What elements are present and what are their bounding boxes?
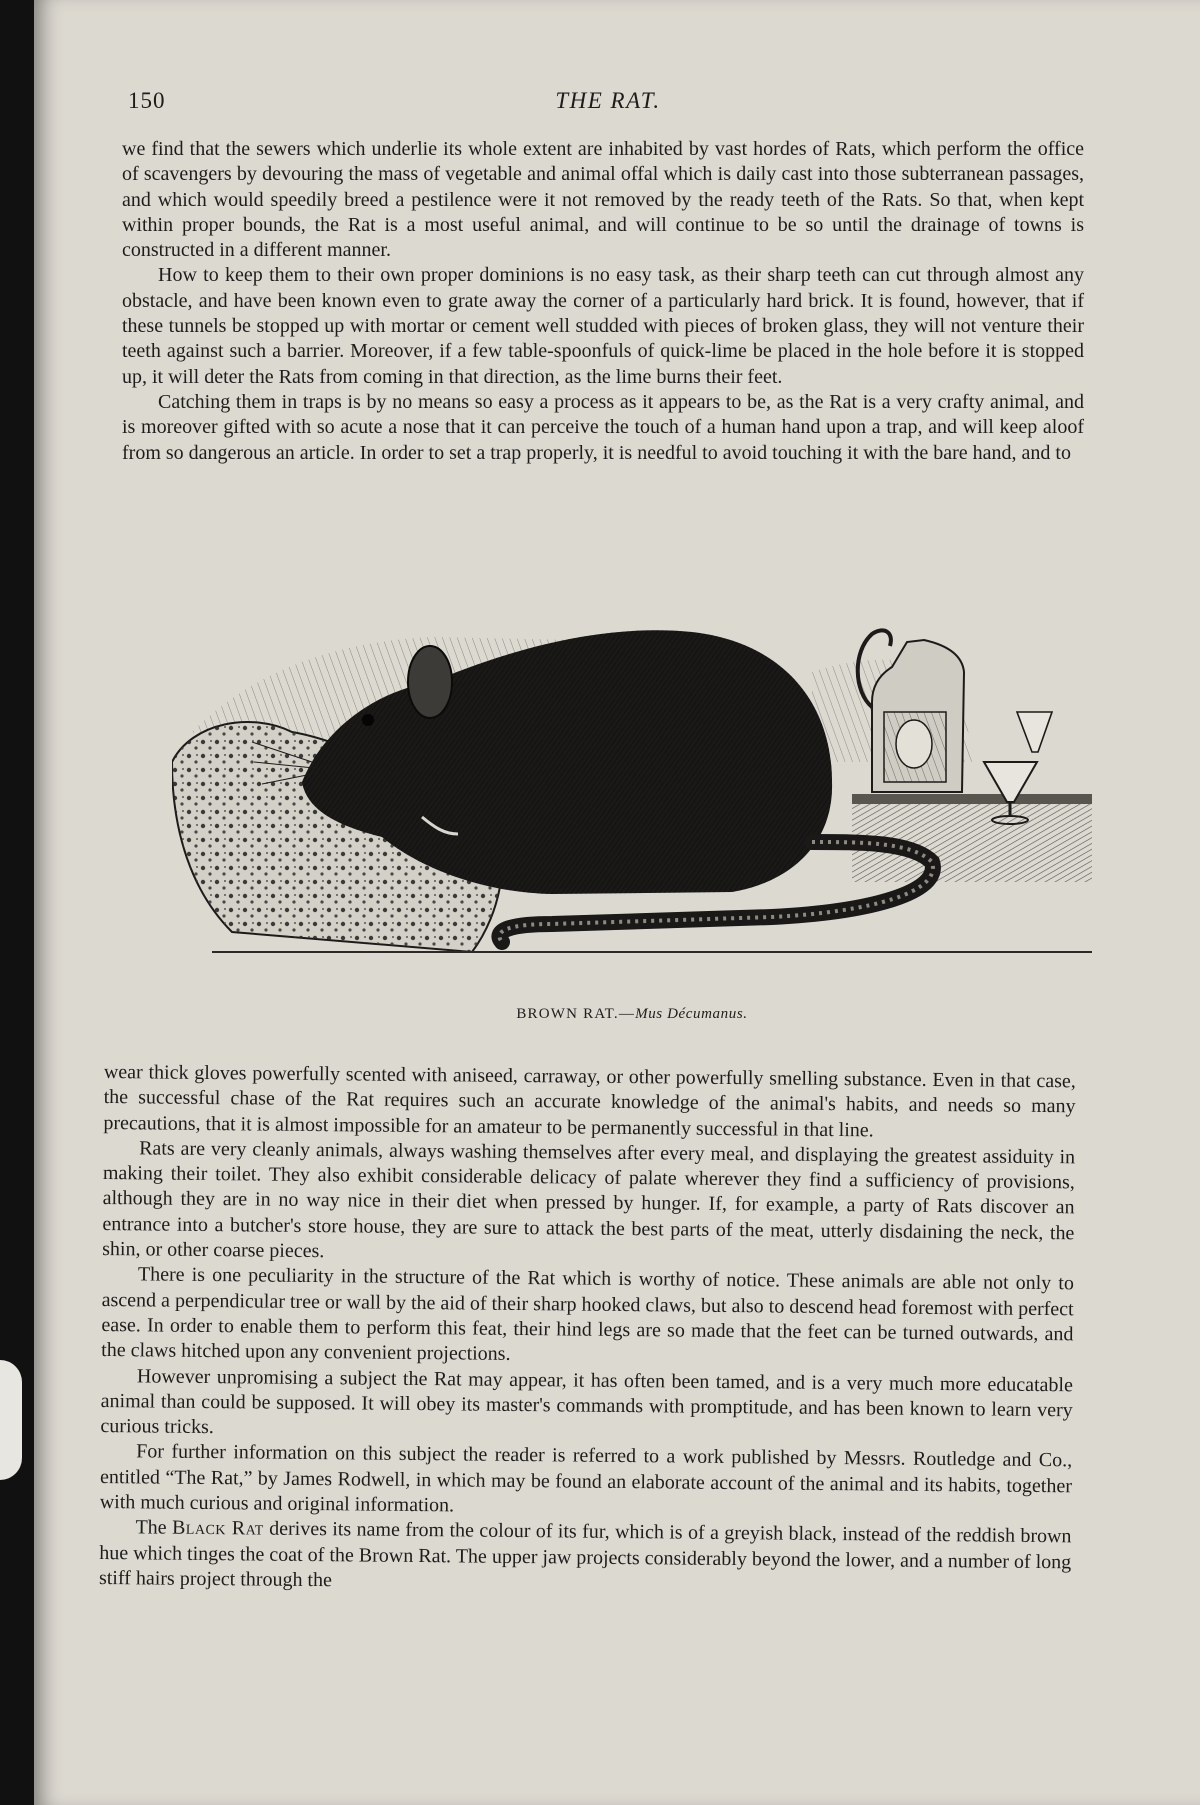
brown-rat-engraving — [172, 612, 1102, 992]
engraving-illustration — [172, 612, 1102, 992]
ornate-jug — [858, 630, 964, 792]
figure-caption — [172, 1006, 1092, 1023]
page-header — [128, 88, 1088, 122]
running-head: THE RAT. — [555, 88, 661, 113]
text-column-bottom — [99, 1060, 1076, 1601]
black-rat-term: Black Rat — [171, 1517, 264, 1540]
caption-main: BROWN RAT.— — [516, 1006, 636, 1022]
rat-ear — [408, 646, 452, 718]
text-column-top — [122, 137, 1084, 466]
paragraph: How to keep them to their own proper dominions is no easy task, as their sharp teeth can cut through almost any obstacle, and have been known even to grate away the corner of a particularly hard brick. It is found, however, that if these tunnels be stopped up with mortar or cement well studded with pieces of broken glass, they will not venture their teeth against such a barrier. Moreover, if a few table-spoonfuls of quick-lime be placed in the hole before it is stopped up, it will deter the Rats from coming in that direction, as the lime burns their feet. — [122, 264, 1084, 388]
paragraph: There is one peculiarity in the structure of the Rat which is worthy of notice. These animals are able not only to ascend a perpendicular tree or wall by the aid of their sharp hooked claws, but also to descend head foremost with perfect ease. In order to enable them to perform this feat, their hind legs are so made that the feet can be turned outwards, and the claws hitched upon any convenient projections. — [101, 1263, 1075, 1366]
rat-eye — [362, 714, 374, 726]
page-number: 150 — [128, 88, 166, 113]
paragraph: However unpromising a subject the Rat may appear, it has often been tamed, and is a very much more educatable animal than could be supposed. It will obey its master's commands with promptitude, and has been known to learn very curious tricks. — [100, 1364, 1074, 1439]
paragraph: we find that the sewers which underlie its whole extent are inhabited by vast hordes of Rats, which perform the office of scavengers by devouring the mass of vegetable and animal offal which is daily cast into those subterranean passages, and which would speedily breed a pestilence were it not removed by the ready teeth of the Rats. So that, when kept within proper bounds, the Rat is a most useful animal, and will continue to be so until the drainage of towns is constructed in a different manner. — [122, 138, 1084, 262]
paragraph-lead: The — [135, 1516, 173, 1540]
paragraph-black-rat — [99, 1515, 1072, 1600]
caption-latin-name: Mus Décumanus. — [635, 1006, 748, 1022]
paragraph: For further information on this subject the reader is referred to a work published by Messrs. Routledge and Co., entitled “The Rat,” by James Rodwell, in which may be found an elaborate account of the animal and its habits, together with much curious and original information. — [99, 1440, 1073, 1517]
binding-shadow — [0, 1360, 22, 1480]
paragraph: Rats are very cleanly animals, always washing themselves after every meal, and displaying the greatest assiduity in making their toilet. They also exhibit considerable delicacy of palate wherever they find a sufficiency of provisions, although they are in no way nice in their diet when pressed by hunger. If, for example, a party of Rats discover an entrance into a butcher's store house, they are sure to attack the best parts of the meat, utterly disdaining the neck, the shin, or other coarse pieces. — [102, 1137, 1076, 1263]
paragraph: wear thick gloves powerfully scented with aniseed, carraway, or other powerfully smelling substance. Even in that case, the successful chase of the Rat requires such an accurate knowledge of the animal's habits, and needs so many precautions, that it is almost impossible for an amateur to be permanently successful in that line. — [103, 1061, 1076, 1141]
paragraph: Catching them in traps is by no means so easy a process as it appears to be, as the Rat is a very crafty animal, and is moreover gifted with so acute a nose that it can perceive the touch of a human hand upon a trap, and will keep aloof from so dangerous an article. In order to set a trap properly, it is needful to avoid touching it with the bare hand, and to — [122, 390, 1084, 464]
paragraph-rest: derives its name from the colour of its fur, which is of a greyish black, instead of the reddish brown hue which tinges the coat of the Brown Rat. The upper jaw projects considerably beyond the lower, and a number of long stiff hairs project through the — [98, 1517, 1072, 1592]
table-top — [852, 794, 1092, 804]
